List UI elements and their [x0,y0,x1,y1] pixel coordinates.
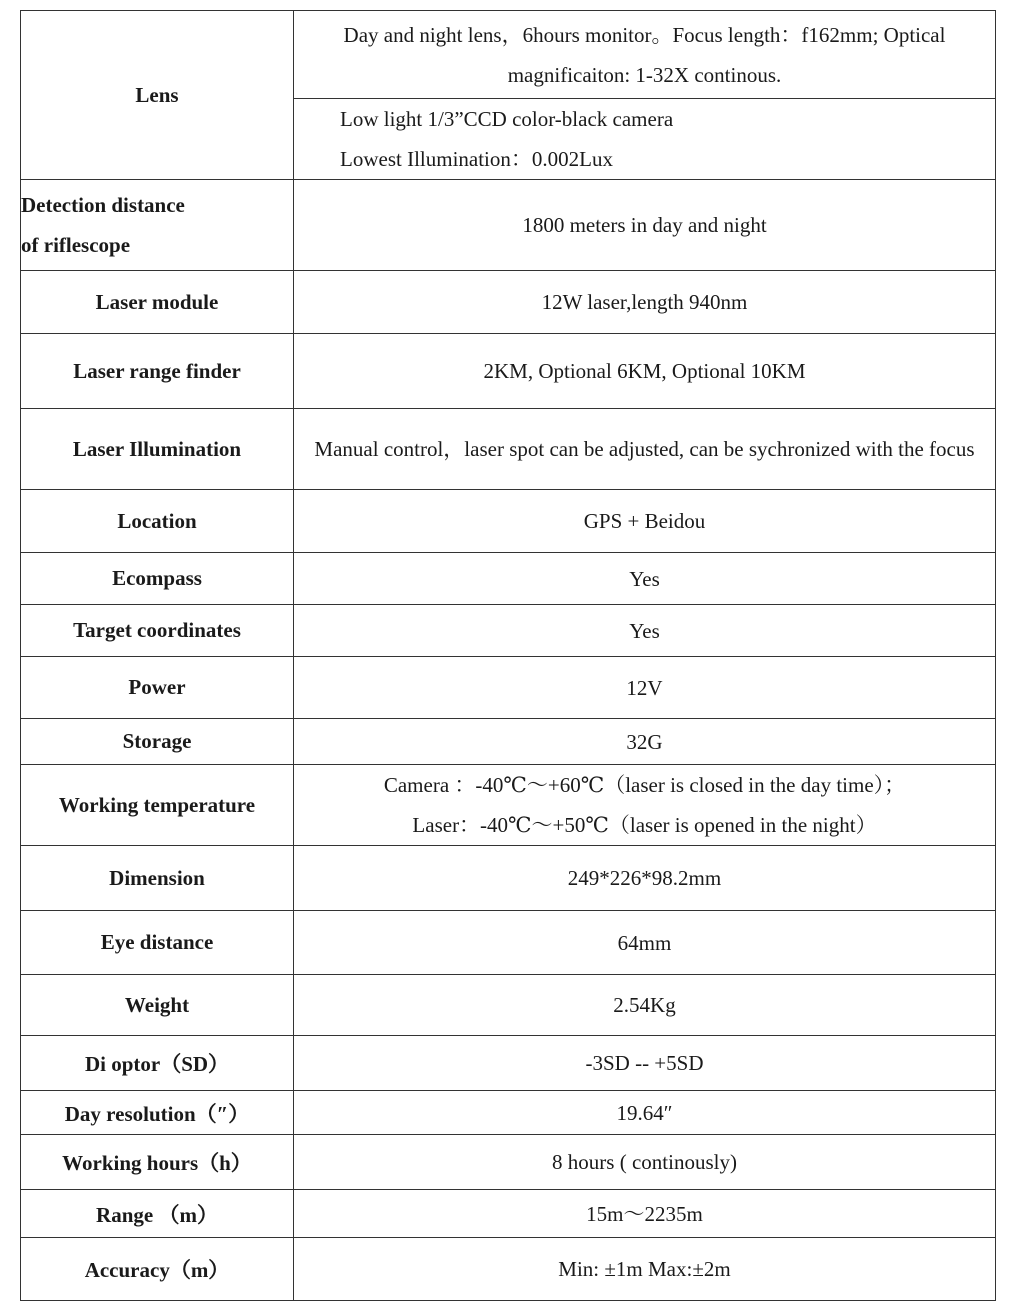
table-row [21,1135,996,1190]
row-value: 2.54Kg [294,975,996,1036]
table-row [21,765,996,846]
row-value: Min: ±1m Max:±2m [294,1238,996,1301]
row-label: Weight [21,975,294,1036]
row-value: -3SD -- +5SD [294,1036,996,1091]
table-row [21,911,996,975]
table-row [21,605,996,657]
row-label: Laser module [21,271,294,334]
row-value: GPS + Beidou [294,490,996,553]
row-value: 19.64″ [294,1091,996,1135]
table-row [21,657,996,719]
row-value: 15m～2235m [294,1190,996,1238]
table-row [21,11,996,99]
row-label: Day resolution（″） [21,1091,294,1135]
row-value: 12V [294,657,996,719]
table-row [21,490,996,553]
value-line: Laser：-40℃～+50℃（laser is opened in the night） [412,813,877,837]
value-line: Low light 1/3”CCD color-black camera [340,107,674,131]
row-label: Power [21,657,294,719]
row-label: Working temperature [21,765,294,846]
row-label: Laser range finder [21,334,294,409]
row-value: 2KM, Optional 6KM, Optional 10KM [294,334,996,409]
row-value: 32G [294,719,996,765]
row-value [294,99,996,180]
table-row [21,719,996,765]
table-row [21,409,996,490]
row-label [21,180,294,271]
row-label: Storage [21,719,294,765]
row-label: Laser Illumination [21,409,294,490]
row-value [294,765,996,846]
row-label: Ecompass [21,553,294,605]
row-label: Working hours（h） [21,1135,294,1190]
table-row [21,271,996,334]
table-row [21,1238,996,1301]
row-label: Di optor（SD） [21,1036,294,1091]
row-value: Manual control，laser spot can be adjusted, can be sychronized with the focus [294,409,996,490]
row-value: Day and night lens，6hours monitor。Focus length：f162mm; Optical magnificaiton: 1-32X continous. [294,11,996,99]
row-value: Yes [294,553,996,605]
row-value: 8 hours ( continously) [294,1135,996,1190]
table-row [21,975,996,1036]
table-row [21,180,996,271]
row-label: Eye distance [21,911,294,975]
value-line: Lowest Illumination：0.002Lux [340,147,613,171]
table-row [21,846,996,911]
row-label: Dimension [21,846,294,911]
row-value: 12W laser,length 940nm [294,271,996,334]
row-label: Lens [21,11,294,180]
row-label: Location [21,490,294,553]
row-label: Range （m） [21,1190,294,1238]
value-line: Camera ：-40℃～+60℃（laser is closed in the day time）； [383,773,906,797]
row-label: Accuracy（m） [21,1238,294,1301]
row-label: Target coordinates [21,605,294,657]
table-row [21,1091,996,1135]
row-value: 1800 meters in day and night [294,180,996,271]
table-row [21,553,996,605]
label-line: Detection distance [21,193,185,217]
row-value: 249*226*98.2mm [294,846,996,911]
table-row [21,1036,996,1091]
table-row [21,1190,996,1238]
label-line: of riflescope [21,233,131,257]
table-row [21,334,996,409]
spec-table [20,10,996,1301]
row-value: 64mm [294,911,996,975]
row-value: Yes [294,605,996,657]
